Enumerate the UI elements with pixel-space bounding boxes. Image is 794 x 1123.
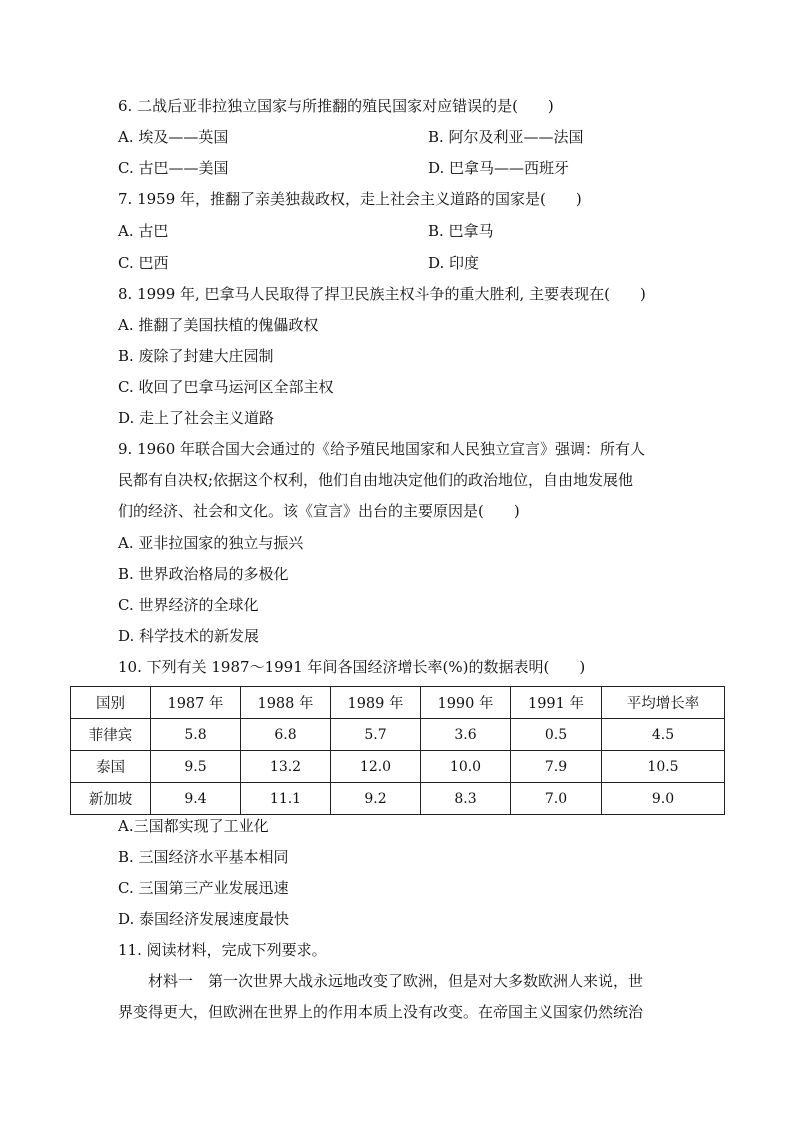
- q9-option-a: A. 亚非拉国家的独立与振兴: [118, 534, 304, 552]
- q10-option-a: A.三国都实现了工业化: [118, 817, 269, 835]
- table-cell: 5.8: [151, 719, 241, 751]
- question-9-stem-line-1: 9. 1960 年联合国大会通过的《给予殖民地国家和人民独立宣言》强调：所有人: [118, 440, 646, 458]
- q7-option-a: A. 古巴: [118, 222, 169, 240]
- growth-rate-table: [70, 686, 725, 815]
- table-cell: 10.0: [421, 751, 511, 783]
- q6-option-a: A. 埃及——英国: [118, 128, 229, 146]
- table-cell: 新加坡: [71, 783, 151, 815]
- table-cell: 9.4: [151, 783, 241, 815]
- q8-option-b: B. 废除了封建大庄园制: [118, 347, 274, 365]
- question-8-stem: 8. 1999 年, 巴拿马人民取得了捍卫民族主权斗争的重大胜利, 主要表现在( ): [118, 285, 646, 303]
- question-6-stem: 6. 二战后亚非拉独立国家与所推翻的殖民国家对应错误的是( ): [118, 97, 554, 115]
- q6-option-c: C. 古巴——美国: [118, 159, 229, 177]
- table-cell: 5.7: [331, 719, 421, 751]
- table-cell: 泰国: [71, 751, 151, 783]
- q9-option-d: D. 科学技术的新发展: [118, 627, 260, 645]
- table-header-cell: 1987 年: [151, 687, 241, 719]
- question-11-stem: 11. 阅读材料，完成下列要求。: [118, 941, 327, 959]
- table-cell: 13.2: [241, 751, 331, 783]
- q7-option-d: D. 印度: [428, 254, 480, 272]
- table-cell: 4.5: [602, 719, 725, 751]
- q8-option-d: D. 走上了社会主义道路: [118, 409, 275, 427]
- q9-option-c: C. 世界经济的全球化: [118, 596, 259, 614]
- q9-option-b: B. 世界政治格局的多极化: [118, 565, 289, 583]
- table-cell: 10.5: [602, 751, 725, 783]
- table-header-row: [71, 687, 725, 719]
- table-cell: 9.2: [331, 783, 421, 815]
- q6-option-d: D. 巴拿马——西班牙: [428, 159, 570, 177]
- q10-option-c: C. 三国第三产业发展迅速: [118, 879, 289, 897]
- question-7-stem: 7. 1959 年，推翻了亲美独裁政权，走上社会主义道路的国家是( ): [118, 190, 582, 208]
- q6-option-b: B. 阿尔及利亚——法国: [428, 128, 584, 146]
- question-10-stem: 10. 下列有关 1987～1991 年间各国经济增长率(%)的数据表明( ): [118, 658, 586, 676]
- q7-option-c: C. 巴西: [118, 254, 169, 272]
- table-cell: 6.8: [241, 719, 331, 751]
- question-9-stem-line-2: 民都有自决权;依据这个权利，他们自由地决定他们的政治地位，自由地发展他: [118, 471, 634, 489]
- table-header-cell: 1988 年: [241, 687, 331, 719]
- table-cell: 0.5: [511, 719, 602, 751]
- table-header-cell: 平均增长率: [602, 687, 725, 719]
- table-cell: 7.0: [511, 783, 602, 815]
- question-9-stem-line-3: 们的经济、社会和文化。该《宣言》出台的主要原因是( ): [118, 502, 520, 520]
- table-cell: 8.3: [421, 783, 511, 815]
- table-cell: 12.0: [331, 751, 421, 783]
- question-11-material-line-1: 材料一 第一次世界大战永远地改变了欧洲，但是对大多数欧洲人来说，世: [148, 972, 644, 990]
- table-cell: 3.6: [421, 719, 511, 751]
- table-cell: 11.1: [241, 783, 331, 815]
- table-header-cell: 1989 年: [331, 687, 421, 719]
- q7-option-b: B. 巴拿马: [428, 222, 494, 240]
- q8-option-a: A. 推翻了美国扶植的傀儡政权: [118, 316, 319, 334]
- table-cell: 9.5: [151, 751, 241, 783]
- q10-option-b: B. 三国经济水平基本相同: [118, 848, 289, 866]
- q8-option-c: C. 收回了巴拿马运河区全部主权: [118, 378, 334, 396]
- table-cell: 菲律宾: [71, 719, 151, 751]
- table-header-cell: 1990 年: [421, 687, 511, 719]
- table-cell: 9.0: [602, 783, 725, 815]
- question-11-material-line-2: 界变得更大，但欧洲在世界上的作用本质上没有改变。在帝国主义国家仍然统治: [118, 1003, 644, 1021]
- table-cell: 7.9: [511, 751, 602, 783]
- table-header-cell: 1991 年: [511, 687, 602, 719]
- table-header-cell: 国别: [71, 687, 151, 719]
- table-row: [71, 751, 725, 783]
- table-row: [71, 719, 725, 751]
- q10-option-d: D. 泰国经济发展速度最快: [118, 910, 290, 928]
- table-row: [71, 783, 725, 815]
